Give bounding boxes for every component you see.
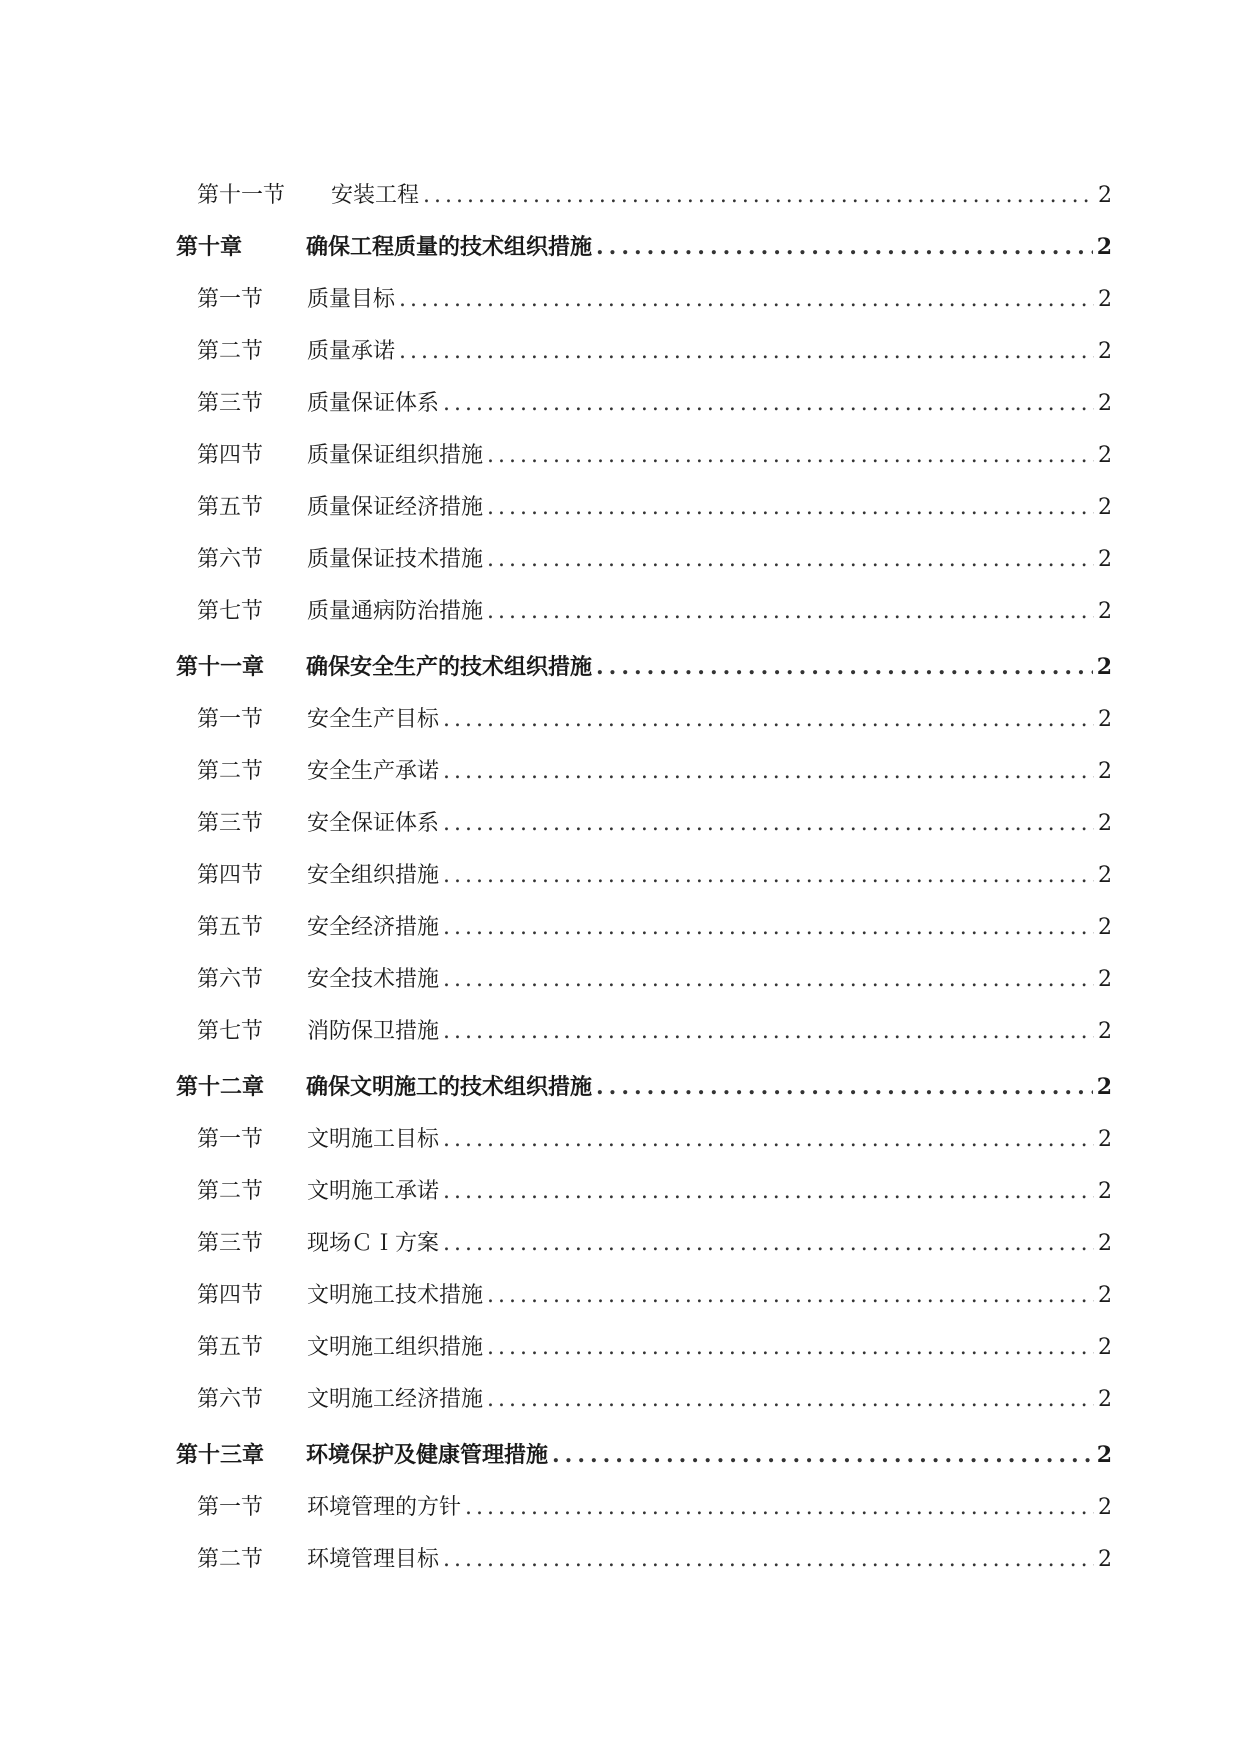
toc-entry-title: 文明施工承诺 [307,1179,440,1204]
toc-entry-page: 2 [1098,1283,1112,1308]
toc-entry-title: 确保安全生产的技术组织措施 [306,654,593,680]
toc-entry-title: 安全生产承诺 [307,759,440,784]
toc-entry-section[interactable] [197,910,1112,941]
toc-entry-chapter[interactable] [176,650,1112,681]
toc-entry-section[interactable] [197,1122,1112,1153]
toc-entry-chapter[interactable] [176,1438,1112,1469]
toc-entry-number: 第一节 [197,1495,264,1520]
toc-entry-number: 第二节 [197,339,264,364]
toc-entry-page: 2 [1098,1179,1112,1204]
dot-leader [596,654,1093,680]
toc-entry-section[interactable] [197,386,1112,417]
dot-leader [487,1283,1094,1308]
toc-entry-number: 第三节 [197,811,264,836]
toc-entry-title: 质量承诺 [307,339,396,364]
toc-entry-section[interactable] [197,542,1112,573]
toc-entry-section[interactable] [197,702,1112,733]
dot-leader [443,811,1094,836]
toc-entry-number: 第四节 [197,863,264,888]
toc-entry-number: 第十章 [176,234,243,260]
toc-entry-section[interactable] [197,438,1112,469]
toc-entry-number: 第一节 [197,707,264,732]
dot-leader [487,1387,1094,1412]
dot-leader [487,599,1094,624]
toc-entry-title: 安全组织措施 [307,863,440,888]
toc-entry-title: 安全经济措施 [307,915,440,940]
toc-entry-page: 2 [1098,967,1112,992]
toc-entry-page: 2 [1098,599,1112,624]
toc-entry-title: 消防保卫措施 [307,1019,440,1044]
dot-leader [487,495,1094,520]
toc-entry-title: 质量保证经济措施 [307,495,484,520]
dot-leader [443,1179,1094,1204]
toc-entry-number: 第十三章 [176,1442,265,1468]
dot-leader [443,863,1094,888]
toc-entry-title: 安全生产目标 [307,707,440,732]
dot-leader [443,1019,1094,1044]
toc-entry-title: 确保工程质量的技术组织措施 [306,234,593,260]
toc-entry-page: 2 [1098,1231,1112,1256]
toc-entry-section[interactable] [197,962,1112,993]
toc-entry-number: 第五节 [197,1335,264,1360]
toc-entry-title: 现场ＣＩ方案 [307,1231,440,1256]
toc-entry-section[interactable] [197,490,1112,521]
toc-entry-number: 第二节 [197,1179,264,1204]
toc-entry-section[interactable] [197,282,1112,313]
toc-entry-title: 文明施工组织措施 [307,1335,484,1360]
toc-entry-page: 2 [1098,183,1112,208]
toc-entry-number: 第六节 [197,967,264,992]
toc-entry-page: 2 [1096,1074,1112,1100]
dot-leader [443,391,1094,416]
toc-entry-number: 第一节 [197,287,264,312]
toc-entry-page: 2 [1098,1495,1112,1520]
toc-entry-page: 2 [1096,234,1112,260]
toc-entry-title: 环境保护及健康管理措施 [306,1442,549,1468]
toc-entry-page: 2 [1096,654,1112,680]
toc-entry-page: 2 [1098,707,1112,732]
dot-leader [399,339,1094,364]
toc-entry-number: 第七节 [197,599,264,624]
toc-entry-chapter[interactable] [176,230,1112,261]
toc-entry-number: 第六节 [197,1387,264,1412]
toc-entry-page: 2 [1098,863,1112,888]
toc-entry-page: 2 [1096,1442,1112,1468]
toc-entry-section[interactable] [197,594,1112,625]
toc-entry-section[interactable] [197,1278,1112,1309]
toc-entry-title: 文明施工目标 [307,1127,440,1152]
dot-leader [443,759,1094,784]
toc-entry-number: 第七节 [197,1019,264,1044]
dot-leader [487,547,1094,572]
toc-entry-title: 质量通病防治措施 [307,599,484,624]
toc-entry-number: 第三节 [197,391,264,416]
toc-entry-title: 质量保证组织措施 [307,443,484,468]
dot-leader [443,1547,1094,1572]
toc-entry-page: 2 [1098,287,1112,312]
toc-entry-section[interactable] [197,1382,1112,1413]
toc-entry-page: 2 [1098,391,1112,416]
toc-entry-number: 第六节 [197,547,264,572]
toc-entry-section[interactable] [197,1014,1112,1045]
dot-leader [596,1074,1093,1100]
toc-entry-title: 安装工程 [331,183,420,208]
toc-entry-section[interactable] [197,334,1112,365]
toc-entry-page: 2 [1098,1335,1112,1360]
toc-entry-page: 2 [1098,811,1112,836]
dot-leader [423,183,1094,208]
toc-entry-title: 确保文明施工的技术组织措施 [306,1074,593,1100]
toc-entry-page: 2 [1098,547,1112,572]
dot-leader [596,234,1093,260]
dot-leader [552,1442,1093,1468]
toc-entry-page: 2 [1098,1127,1112,1152]
toc-entry-title: 质量保证技术措施 [307,547,484,572]
toc-entry-number: 第一节 [197,1127,264,1152]
toc-entry-title: 质量保证体系 [307,391,440,416]
toc-entry-section[interactable] [197,1174,1112,1205]
toc-entry-section[interactable] [197,1490,1112,1521]
toc-entry-title: 文明施工经济措施 [307,1387,484,1412]
toc-entry-page: 2 [1098,915,1112,940]
dot-leader [399,287,1094,312]
toc-entry-number: 第二节 [197,1547,264,1572]
dot-leader [443,707,1094,732]
toc-entry-number: 第四节 [197,443,264,468]
toc-entry-page: 2 [1098,1387,1112,1412]
toc-entry-number: 第三节 [197,1231,264,1256]
toc-entry-title: 质量目标 [307,287,396,312]
toc-entry-page: 2 [1098,495,1112,520]
toc-entry-section[interactable] [197,806,1112,837]
toc-entry-number: 第四节 [197,1283,264,1308]
toc-entry-number: 第十一章 [176,654,265,680]
dot-leader [443,1127,1094,1152]
toc-entry-section[interactable] [197,754,1112,785]
toc-entry-title: 文明施工技术措施 [307,1283,484,1308]
dot-leader [443,915,1094,940]
toc-entry-number: 第二节 [197,759,264,784]
toc-entry-section[interactable] [197,1542,1112,1573]
toc-entry-number: 第五节 [197,495,264,520]
dot-leader [465,1495,1094,1520]
toc-entry-chapter[interactable] [176,1070,1112,1101]
toc-entry-page: 2 [1098,1547,1112,1572]
dot-leader [443,1231,1094,1256]
toc-entry-title: 安全保证体系 [307,811,440,836]
toc-entry-number: 第十一节 [197,183,286,208]
toc-entry-section[interactable] [197,1226,1112,1257]
toc-entry-page: 2 [1098,339,1112,364]
toc-entry-title: 安全技术措施 [307,967,440,992]
toc-entry-number: 第十二章 [176,1074,265,1100]
toc-entry-page: 2 [1098,443,1112,468]
toc-entry-page: 2 [1098,1019,1112,1044]
dot-leader [487,443,1094,468]
toc-entry-section[interactable] [197,178,1112,209]
toc-entry-number: 第五节 [197,915,264,940]
toc-entry-section[interactable] [197,858,1112,889]
toc-entry-section[interactable] [197,1330,1112,1361]
toc-entry-title: 环境管理的方针 [307,1495,462,1520]
dot-leader [487,1335,1094,1360]
toc-entry-title: 环境管理目标 [307,1547,440,1572]
toc-entry-page: 2 [1098,759,1112,784]
dot-leader [443,967,1094,992]
